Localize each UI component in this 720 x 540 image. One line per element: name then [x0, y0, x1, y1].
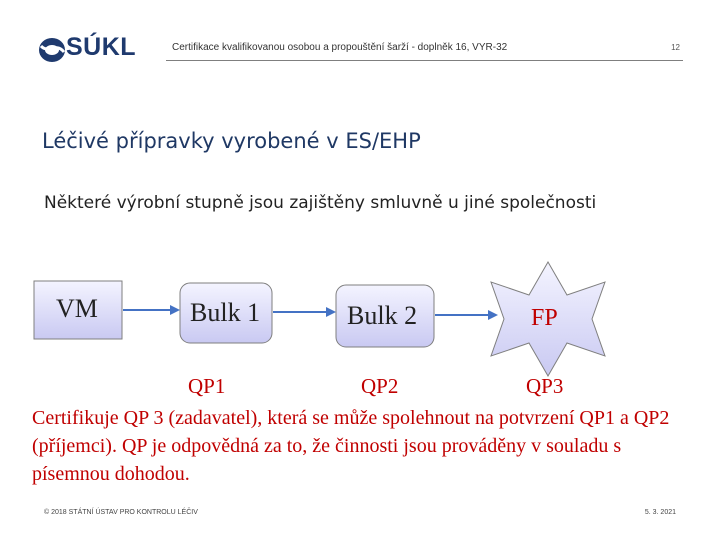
slide-title: Léčivé přípravky vyrobené v ES/EHP [42, 129, 421, 153]
qp2-label: QP2 [361, 374, 399, 398]
page-number: 12 [671, 43, 680, 52]
step-label-bulk1: Bulk 1 [190, 298, 261, 327]
body-text: Certifikuje QP 3 (zadavatel), která se může spolehnout na potvrzení QP1 a QP2 (příjemci). QP je odpovědná za to, že činnosti jsou prováděny v souladu s písemnou dohodou. [32, 407, 670, 485]
step-label-fp: FP [531, 305, 558, 331]
logo-text: SÚKL [66, 33, 137, 61]
footer-date: 5. 3. 2021 [644, 509, 676, 516]
footer-copyright: © 2018 STÁTNÍ ÚSTAV PRO KONTROLU LÉČIV [44, 509, 198, 516]
step-label-vm: VM [56, 294, 98, 323]
qp3-label: QP3 [526, 374, 564, 398]
header-title: Certifikace kvalifikovanou osobou a propouštění šarží - doplněk 16, VYR-32 [172, 42, 508, 53]
step-label-bulk2: Bulk 2 [347, 301, 418, 330]
qp1-label: QP1 [188, 374, 226, 398]
slide-subtitle: Některé výrobní stupně jsou zajištěny smluvně u jiné společnosti [44, 193, 597, 213]
